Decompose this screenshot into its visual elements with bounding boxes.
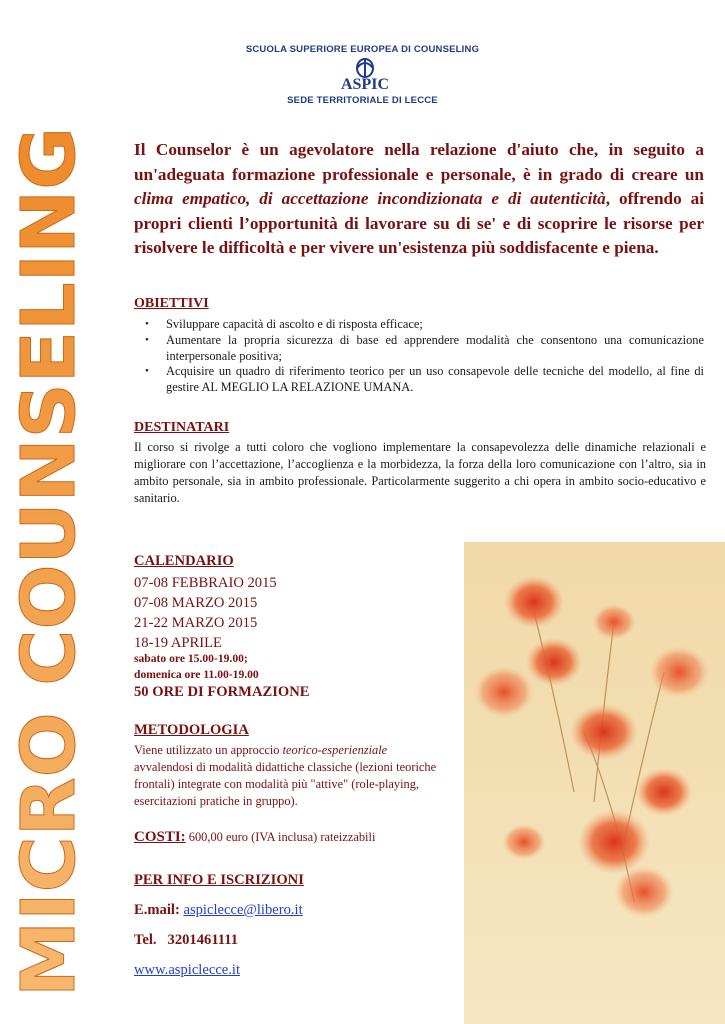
metodologia-heading: METODOLOGIA: [134, 722, 249, 738]
schedule: [134, 651, 259, 682]
phone-number: 3201461111: [167, 932, 239, 948]
website-line: [134, 962, 240, 979]
school-name: SCUOLA SUPERIORE EUROPEA DI COUNSELING: [245, 44, 480, 55]
email-label: E.mail:: [134, 902, 184, 918]
logo-text: ASPIC: [340, 76, 390, 93]
sunday-hours: domenica ore 11.00-19.00: [134, 667, 259, 681]
obiettivi-list: [134, 317, 704, 396]
phone-line: [134, 932, 238, 949]
list-item: • Aumentare la propria sicurezza di base ed apprendere modalità che consentono una comunicazione interpersonale positiva;: [134, 333, 704, 365]
metodologia-text: [134, 742, 444, 810]
costi-text: 600,00 euro (IVA inclusa) rateizzabili: [185, 830, 376, 844]
intro-part2: , offrendo ai propri clienti l’opportunità di lavorare su di se' e di scoprire le risorse per risolvere le difficoltà e per vivere un'esistenza più soddisfacente e piena.: [134, 189, 704, 258]
destinatari-heading: DESTINATARI: [134, 420, 230, 435]
saturday-hours: sabato ore 15.00-19.00;: [134, 652, 248, 665]
destinatari-text: Il corso si rivolge a tutti coloro che vogliono implementare la consapevolezza delle dinamiche relazionali e migliorare con l’accettazione, l’accoglienza e la morbidezza, la forza della loro comunicazione con l’altro, sia in ambito personale, sia in ambito professionale. Particolarmente suggerito a chi opera in ambito socio-educativo e sanitario.: [134, 440, 706, 505]
site-name: SEDE TERRITORIALE DI LECCE: [287, 95, 438, 106]
calendar-date: 07-08 FEBBRAIO 2015: [134, 575, 277, 591]
aspic-logo: [334, 56, 396, 92]
phone-label: Tel.: [134, 932, 168, 948]
costi-line: [134, 829, 375, 846]
email-line: [134, 902, 303, 919]
calendar-date: 21-22 MARZO 2015: [134, 615, 258, 631]
email-link[interactable]: aspiclecce@libero.it: [183, 902, 303, 918]
website-link[interactable]: www.aspiclecce.it: [134, 962, 241, 978]
total-hours: 50 ORE DI FORMAZIONE: [134, 684, 310, 700]
vertical-title-text: MICRO COUNSELING: [6, 155, 92, 997]
poppies-painting: [464, 542, 725, 1024]
intro-italic: clima empatico, di accettazione incondizionata e di autenticità: [134, 189, 606, 209]
metodologia-part2: avvalendosi di modalità didattiche classiche (lezioni teoriche frontali) integrate con modalità più "attive" (role-playing, esercitazioni pratiche in gruppo).: [134, 760, 437, 808]
list-item: • Acquisire un quadro di riferimento teorico per un uso consapevole delle tecniche del modello, al fine di gestire AL MEGLIO LA RELAZIONE UMANA.: [134, 364, 704, 396]
calendar-dates: [134, 573, 277, 653]
info-heading: PER INFO E ISCRIZIONI: [134, 872, 304, 888]
metodologia-part1: Viene utilizzato un approccio: [134, 743, 283, 757]
metodologia-italic: teorico-esperienziale: [282, 743, 388, 757]
calendar-date: 18-19 APRILE: [134, 635, 222, 651]
vertical-title: [6, 122, 92, 1002]
obiettivi-heading: OBIETTIVI: [134, 296, 209, 311]
intro-part1: Il Counselor è un agevolatore nella relazione d'aiuto che, in seguito a un'adeguata formazione professionale e personale, è in grado di creare un: [134, 140, 704, 184]
costi-label: COSTI:: [134, 829, 186, 845]
intro-paragraph: [134, 138, 704, 261]
calendar-date: 07-08 MARZO 2015: [134, 595, 258, 611]
calendario-heading: CALENDARIO: [134, 553, 234, 569]
list-item: • Sviluppare capacità di ascolto e di risposta efficace;: [134, 317, 704, 333]
